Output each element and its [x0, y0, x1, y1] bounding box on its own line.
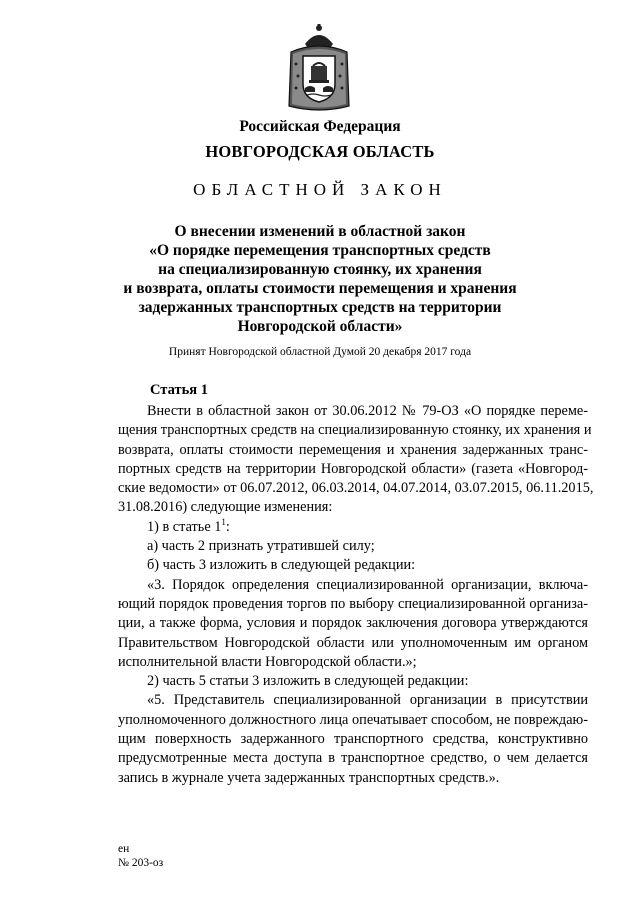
- body-line: запись в журнале учета задержанных транспортных средств.».: [118, 769, 500, 786]
- body-line: б) часть 3 изложить в следующей редакции:: [147, 557, 416, 574]
- article-heading: Статья 1: [150, 382, 208, 398]
- body-line: а) часть 2 признать утратившей силу;: [147, 538, 375, 555]
- region-name: НОВГОРОДСКАЯ ОБЛАСТЬ: [205, 142, 435, 161]
- body-line: щения транспортных средств на специализированную стоянку, их хранения и: [118, 422, 592, 439]
- body-line: ции, а также форма, условия и порядок заключения договора утверждаются: [118, 615, 588, 632]
- body-line: [118, 518, 588, 537]
- body-line: ющий порядок проведения торгов по выбору специализированной организа-: [118, 595, 588, 612]
- body-line: «3. Порядок определения специализированной организации, включа-: [147, 576, 588, 593]
- body-text: :: [225, 518, 230, 535]
- footer-number: № 203-оз: [118, 857, 164, 869]
- body-line: возврата, оплаты стоимости перемещения и хранения задержанных транс-: [118, 441, 588, 458]
- document-type: ОБЛАСТНОЙ ЗАКОН: [193, 180, 447, 199]
- law-title: [90, 222, 550, 336]
- body-line: Внести в областной закон от 30.06.2012 № 79-ОЗ «О порядке переме-: [147, 403, 588, 419]
- body-line: портных средств на территории Новгородской области» (газета «Новгород-: [118, 460, 588, 477]
- body-line: 31.08.2016) следующие изменения:: [118, 499, 333, 516]
- title-line: и возврата, оплаты стоимости перемещения и хранения: [123, 280, 517, 297]
- body-text: 1) в статье 1: [147, 518, 222, 535]
- title-line: Новгородской области»: [237, 318, 403, 335]
- body-line: Правительством Новгородской области или уполномоченным им органом: [118, 634, 588, 651]
- article-body: [118, 402, 594, 788]
- footer-initials: ен: [118, 843, 130, 855]
- body-line: щим поверхность задержанного транспортного средства, конструктивно: [118, 731, 588, 748]
- body-line: предусмотренные места доступа в транспортное средство, о чем делается: [118, 750, 588, 767]
- body-line: 2) часть 5 статьи 3 изложить в следующей редакции:: [147, 673, 469, 690]
- country-name: Российская Федерация: [239, 118, 401, 135]
- title-line: задержанных транспортных средств на территории: [138, 299, 502, 316]
- body-line: ские ведомости» от 06.07.2012, 06.03.2014, 04.07.2014, 03.07.2015, 06.11.2015,: [118, 480, 594, 497]
- adoption-note: Принят Новгородской областной Думой 20 декабря 2017 года: [168, 346, 472, 358]
- superscript: 1: [221, 517, 226, 528]
- title-line: «О порядке перемещения транспортных средств: [149, 242, 491, 259]
- title-line: О внесении изменений в областной закон: [174, 223, 466, 240]
- body-line: исполнительной власти Новгородской области.»;: [118, 653, 417, 670]
- document-footer: [118, 842, 163, 870]
- title-line: на специализированную стоянку, их хранения: [158, 261, 482, 278]
- coat-of-arms-emblem: [283, 22, 355, 114]
- body-line: «5. Представитель специализированной организации в присутствии: [147, 692, 588, 709]
- body-line: уполномоченного должностного лица опечатывает способом, не повреждаю-: [118, 711, 588, 728]
